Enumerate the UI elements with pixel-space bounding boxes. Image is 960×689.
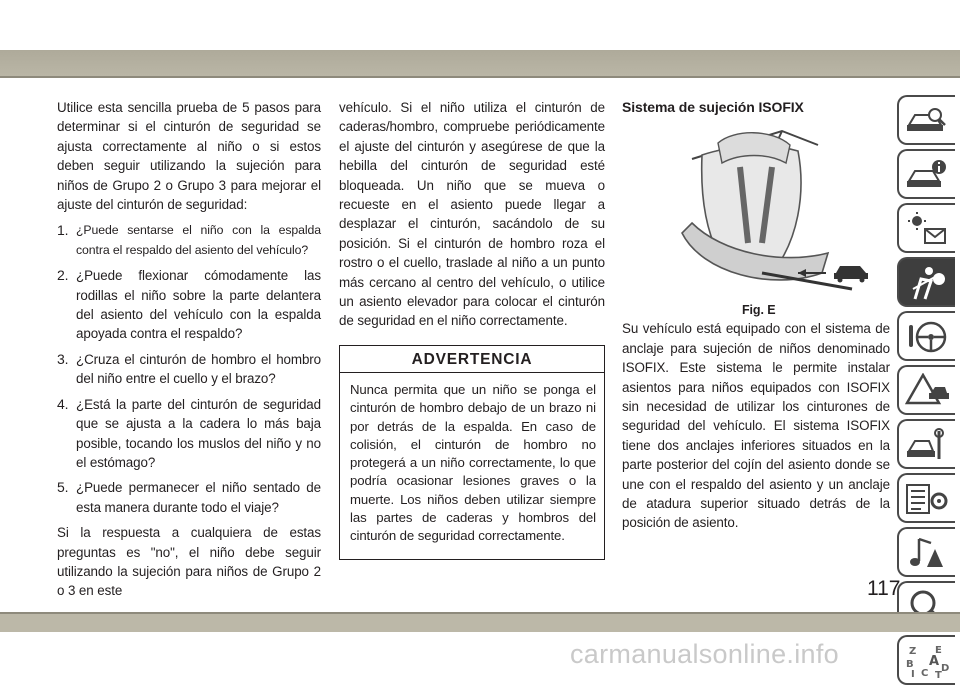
svg-text:B: B [906,659,914,670]
continuation-paragraph: vehículo. Si el niño utiliza el cinturón de caderas/hombro, compruebe periódicamente el ajuste del cinturón y asegúrese de que la hebilla del cinturón de seguridad esté bloqueada. Un niño que se mueva o recueste en el asiento puede llegar a desplazar el cinturón, sacándolo de su posición. Si el cinturón de hombro roza el rostro o el cuello, traslade al niño a un punto más cercano al centro del vehículo, o utilice un asiento elevador para colocar el cinturón de seguridad en el niño correctamente. [339,100,605,329]
airbag-seat-icon [905,265,949,301]
top-band [0,50,960,78]
car-search-icon [905,103,949,139]
tab-warning-lights[interactable] [897,203,955,253]
child-seat-illustration [622,123,890,299]
bottom-band [0,612,960,632]
alphabet-index-icon [905,643,949,679]
watermark: carmanualsonline.info [570,639,839,669]
intro-paragraph: Utilice esta sencilla prueba de 5 pasos para determinar si el cinturón de seguridad se ajusta correctamente al niño o si estos deben seguir utilizando la sujeción para niños de Grupo 2 o Grupo 3 para mejorar el ajuste del cinturón de seguridad: [57,100,321,213]
figure-caption: Fig. E [742,303,776,318]
settings-list-icon [905,481,949,517]
column-1 [57,98,321,601]
list-item: 5. ¿Puede permanecer el niño sentado de esta manera durante todo el viaje? [57,479,321,515]
warning-title: ADVERTENCIA [340,346,604,373]
list-item: 1. ¿Puede sentarse el niño con la espalda contra el respaldo del asiento del vehículo? [57,222,321,257]
steps-list [57,221,321,517]
chapter-tabs [897,95,957,689]
column-2 [339,98,605,560]
tab-settings-list[interactable] [897,473,955,523]
page-number: 117 [867,577,901,600]
wrench-car-icon [905,427,949,463]
section-title: Sistema de sujeción ISOFIX [622,99,804,115]
isofix-figure [622,123,890,319]
tab-car-info[interactable] [897,149,955,199]
warning-text: Nunca permita que un niño se ponga el cinturón de hombro debajo de un brazo ni por detrás de la espalda. En caso de colisión, el cinturón de hombro no protegerá a un niño correctamente, lo que podría ocasionar lesiones graves o la muerte. Los niños deben utilizar siempre las partes de caderas y hombros del cinturón de seguridad correctamente. [350,382,596,543]
isofix-paragraph: Su vehículo está equipado con el sistema de anclaje para sujeción de niños denominado ISOFIX. Este sistema le permite instalar asientos para niños equipados con ISOFIX sin necesidad de utilizar los cinturones de seguridad del vehículo. El sistema ISOFIX tiene dos anclajes inferiores situados en la parte posterior del cojín del asiento donde se une con el respaldo del asiento y un anclaje de atadura superior situado detrás de la posición de asiento. [622,321,890,531]
steering-wheel-icon [905,319,949,355]
svg-text:C: C [921,668,929,679]
tab-car-search[interactable] [897,95,955,145]
svg-text:T: T [935,670,942,679]
svg-text:D: D [941,663,949,674]
hazard-car-icon [905,373,949,409]
warning-lights-icon [905,211,949,247]
tab-hazard-car[interactable] [897,365,955,415]
list-item: 3. ¿Cruza el cinturón de hombro el hombro del niño entre el cuello y el brazo? [57,350,321,387]
list-item: 4. ¿Está la parte del cinturón de seguridad que se ajusta a la cadera lo más baja posible, tocando los muslos del niño y no el estómago? [57,395,321,470]
tab-wrench-car[interactable] [897,419,955,469]
outro-paragraph: Si la respuesta a cualquiera de estas preguntas es "no", el niño debe seguir utilizando la sujeción para niños de Grupo 2 o 3 en este [57,525,321,599]
music-nav-icon [905,535,949,571]
tab-steering-wheel[interactable] [897,311,955,361]
svg-text:A: A [929,654,940,669]
svg-text:Z: Z [909,646,917,657]
tab-music-nav[interactable] [897,527,955,577]
svg-text:I: I [911,669,915,679]
list-item: 2. ¿Puede flexionar cómodamente las rodillas el niño sobre la parte delantera del asiento del vehículo con la espalda apoyada contra el respaldo? [57,267,321,342]
svg-text:E: E [935,645,942,656]
warning-box [339,345,605,560]
car-info-icon [905,157,949,193]
tab-airbag-seat[interactable] [897,257,955,307]
column-3 [622,98,890,533]
